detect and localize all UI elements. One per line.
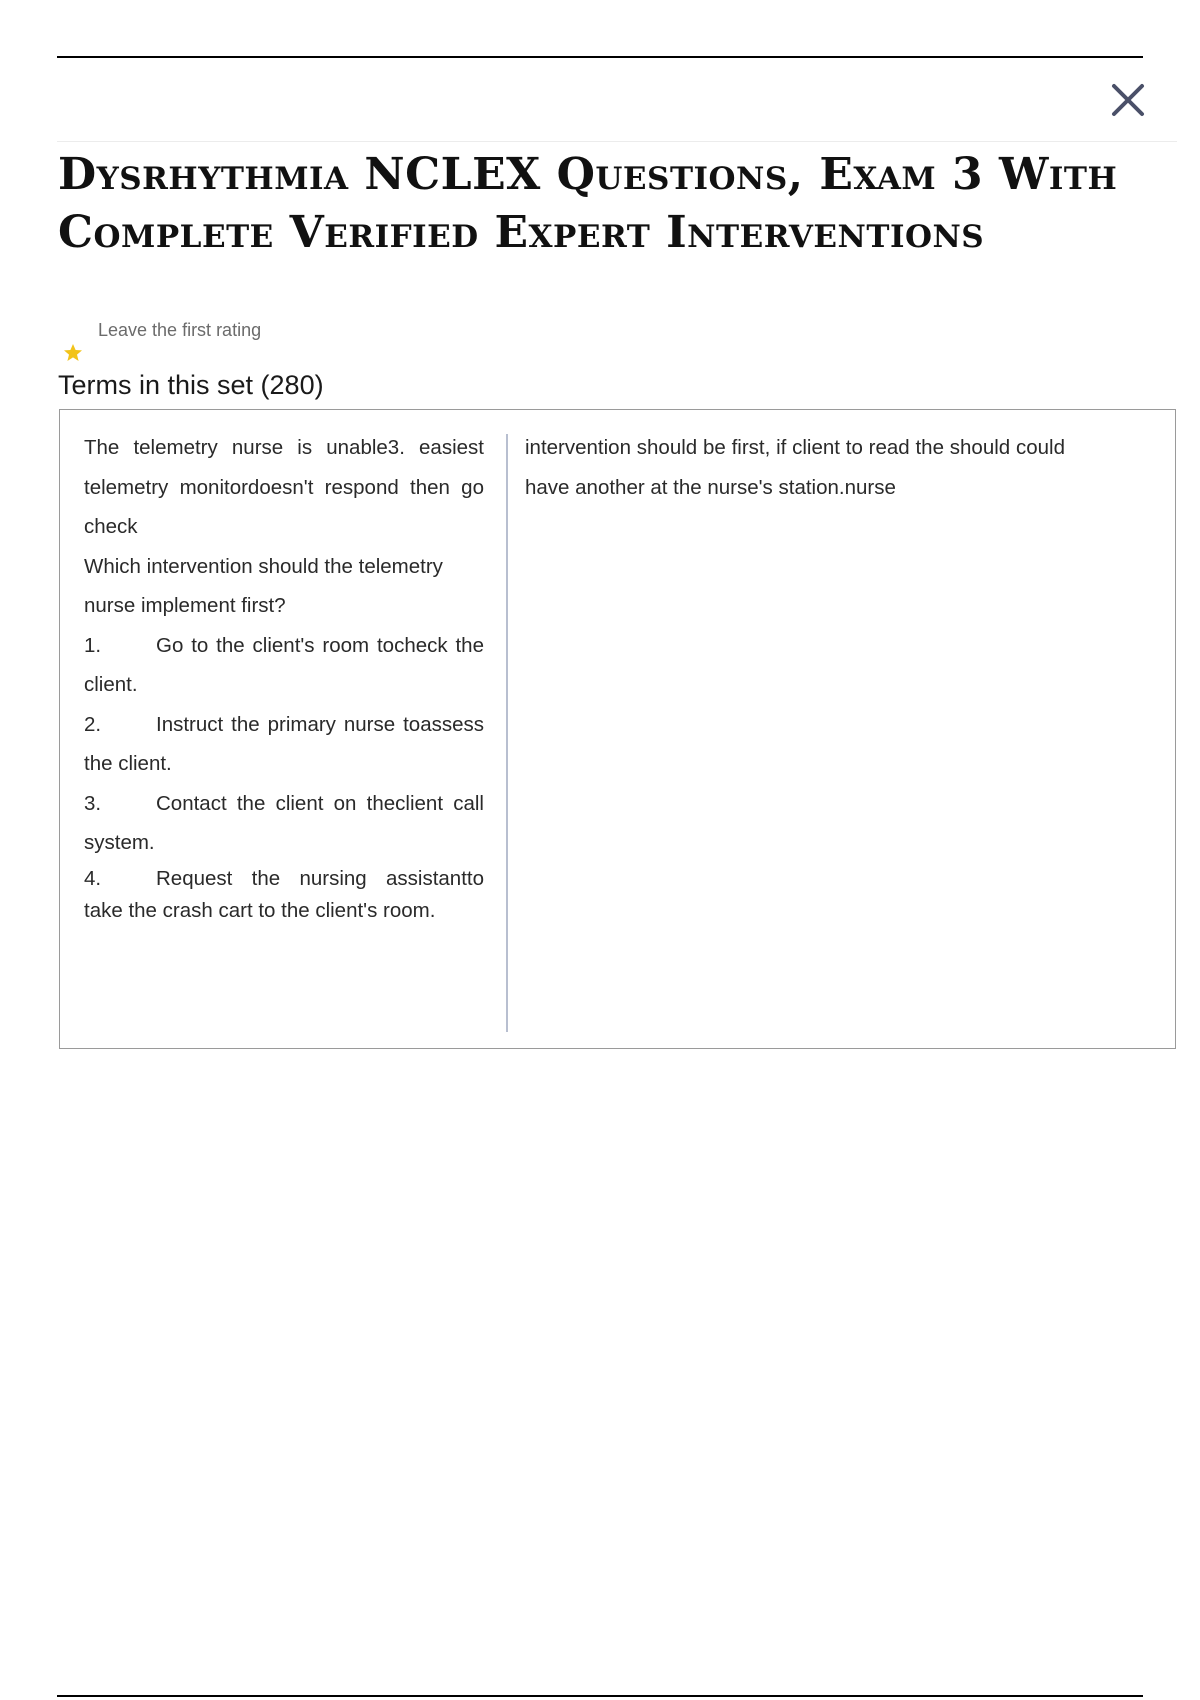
option-number: 4.: [84, 866, 102, 890]
option-text: Contact the client on theclient call system.: [84, 791, 484, 854]
close-icon: [1106, 78, 1150, 122]
terms-count-heading: Terms in this set (280): [58, 370, 324, 400]
term-option-3: [84, 784, 484, 863]
option-text: Request the nursing assistantto take the crash cart to the client's room.: [84, 866, 484, 922]
flashcard[interactable]: [59, 409, 1176, 1049]
star-icon[interactable]: [63, 343, 83, 363]
top-rule: [57, 56, 1143, 58]
option-number: 1.: [84, 633, 102, 657]
definition-side: [525, 428, 1065, 507]
term-question: Which intervention should the telemetry nurse implement first?: [84, 554, 443, 617]
definition-text: intervention should be first, if client to read the should could have another at the nurse's station.nurse: [525, 436, 1065, 499]
term-option-1: [84, 626, 484, 705]
term-option-2: [84, 705, 484, 784]
header-divider: [57, 141, 1177, 142]
option-number: 2.: [84, 712, 102, 736]
term-intro: The telemetry nurse is unable3. easiest telemetry monitordoesn't respond then go check: [84, 436, 484, 538]
term-option-4: [84, 863, 484, 927]
option-number: 3.: [84, 791, 102, 815]
page-title: Dysrhythmia NCLEX Questions, Exam 3 With Complete Verified Expert Interventions: [58, 149, 1118, 258]
close-button[interactable]: [1106, 78, 1150, 122]
option-text: Go to the client's room tocheck the client.: [84, 633, 484, 696]
bottom-rule: [57, 1695, 1143, 1697]
term-side: [84, 428, 484, 927]
option-text: Instruct the primary nurse toassess the client.: [84, 712, 484, 775]
rating-prompt[interactable]: Leave the first rating: [98, 320, 262, 340]
card-divider: [506, 434, 508, 1032]
